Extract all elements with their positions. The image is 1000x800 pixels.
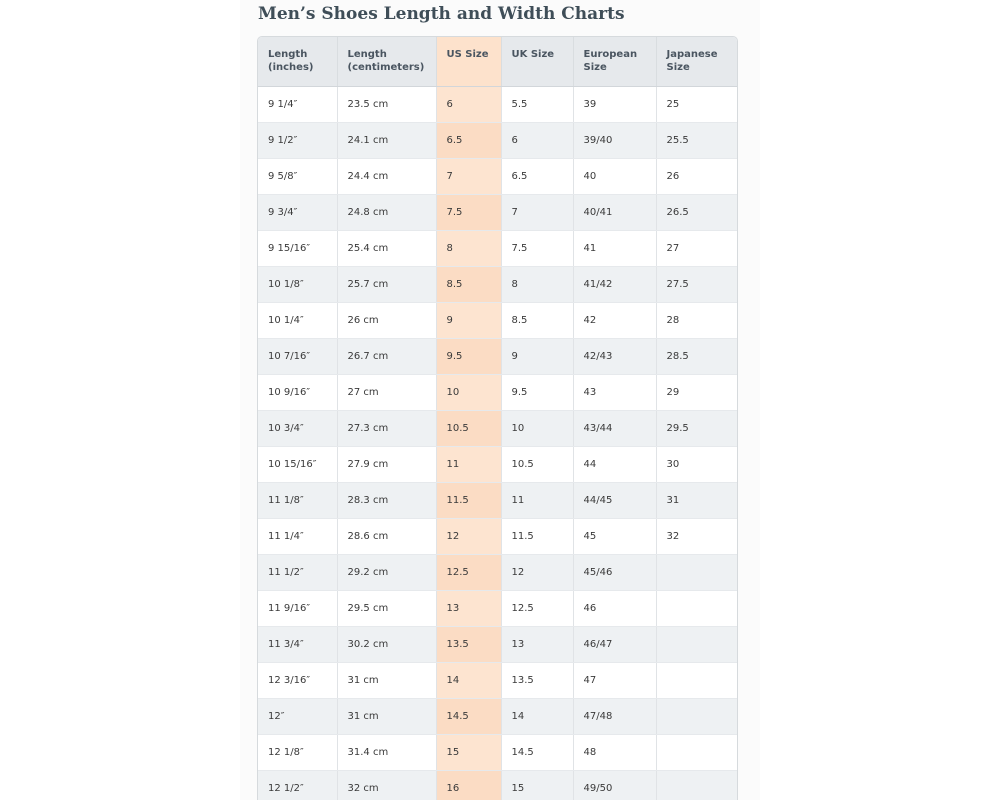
cell-european-size: 48 bbox=[573, 734, 656, 770]
table-row bbox=[258, 230, 737, 266]
cell-length-cm: 24.1 cm bbox=[337, 122, 436, 158]
cell-uk-size: 8 bbox=[501, 266, 573, 302]
cell-uk-size: 10 bbox=[501, 410, 573, 446]
column-header-length-cm: Length (centimeters) bbox=[337, 37, 436, 86]
size-chart-table-container bbox=[257, 36, 738, 800]
table-row bbox=[258, 662, 737, 698]
table-row bbox=[258, 266, 737, 302]
cell-us-size: 10.5 bbox=[436, 410, 501, 446]
cell-european-size: 47 bbox=[573, 662, 656, 698]
column-header-european-size: European Size bbox=[573, 37, 656, 86]
cell-japanese-size: 30 bbox=[656, 446, 737, 482]
table-row bbox=[258, 410, 737, 446]
cell-length-cm: 28.3 cm bbox=[337, 482, 436, 518]
table-row bbox=[258, 554, 737, 590]
column-header-length-inches: Length (inches) bbox=[258, 37, 337, 86]
column-header-uk-size: UK Size bbox=[501, 37, 573, 86]
cell-us-size: 16 bbox=[436, 770, 501, 800]
cell-us-size: 12.5 bbox=[436, 554, 501, 590]
cell-us-size: 11.5 bbox=[436, 482, 501, 518]
cell-us-size: 7.5 bbox=[436, 194, 501, 230]
table-row bbox=[258, 338, 737, 374]
cell-european-size: 49/50 bbox=[573, 770, 656, 800]
cell-us-size: 9 bbox=[436, 302, 501, 338]
cell-japanese-size: 26.5 bbox=[656, 194, 737, 230]
cell-european-size: 45/46 bbox=[573, 554, 656, 590]
cell-length-inches: 9 15/16″ bbox=[258, 230, 337, 266]
cell-us-size: 8 bbox=[436, 230, 501, 266]
cell-length-inches: 11 1/8″ bbox=[258, 482, 337, 518]
cell-length-cm: 28.6 cm bbox=[337, 518, 436, 554]
column-header-us-size: US Size bbox=[436, 37, 501, 86]
cell-japanese-size: 27.5 bbox=[656, 266, 737, 302]
table-row bbox=[258, 482, 737, 518]
table-row bbox=[258, 122, 737, 158]
cell-length-cm: 29.5 cm bbox=[337, 590, 436, 626]
cell-uk-size: 7 bbox=[501, 194, 573, 230]
cell-us-size: 12 bbox=[436, 518, 501, 554]
table-row bbox=[258, 518, 737, 554]
cell-length-inches: 10 7/16″ bbox=[258, 338, 337, 374]
cell-european-size: 39 bbox=[573, 86, 656, 122]
cell-uk-size: 14 bbox=[501, 698, 573, 734]
cell-us-size: 8.5 bbox=[436, 266, 501, 302]
cell-length-inches: 9 5/8″ bbox=[258, 158, 337, 194]
table-body bbox=[258, 86, 737, 800]
cell-european-size: 46/47 bbox=[573, 626, 656, 662]
cell-length-inches: 12″ bbox=[258, 698, 337, 734]
cell-uk-size: 12 bbox=[501, 554, 573, 590]
cell-uk-size: 11 bbox=[501, 482, 573, 518]
cell-length-inches: 12 1/8″ bbox=[258, 734, 337, 770]
cell-length-cm: 26.7 cm bbox=[337, 338, 436, 374]
cell-european-size: 41 bbox=[573, 230, 656, 266]
table-row bbox=[258, 770, 737, 800]
cell-european-size: 39/40 bbox=[573, 122, 656, 158]
cell-european-size: 46 bbox=[573, 590, 656, 626]
table-row bbox=[258, 446, 737, 482]
cell-length-inches: 11 3/4″ bbox=[258, 626, 337, 662]
cell-japanese-size bbox=[656, 662, 737, 698]
table-row bbox=[258, 374, 737, 410]
cell-japanese-size bbox=[656, 770, 737, 800]
cell-uk-size: 11.5 bbox=[501, 518, 573, 554]
cell-us-size: 11 bbox=[436, 446, 501, 482]
cell-length-cm: 27 cm bbox=[337, 374, 436, 410]
cell-japanese-size bbox=[656, 698, 737, 734]
cell-uk-size: 14.5 bbox=[501, 734, 573, 770]
size-chart-table bbox=[258, 37, 737, 800]
cell-us-size: 13 bbox=[436, 590, 501, 626]
cell-length-cm: 24.4 cm bbox=[337, 158, 436, 194]
table-row bbox=[258, 626, 737, 662]
cell-length-inches: 9 1/4″ bbox=[258, 86, 337, 122]
cell-us-size: 13.5 bbox=[436, 626, 501, 662]
cell-us-size: 15 bbox=[436, 734, 501, 770]
cell-length-cm: 27.3 cm bbox=[337, 410, 436, 446]
cell-length-cm: 25.4 cm bbox=[337, 230, 436, 266]
cell-european-size: 40/41 bbox=[573, 194, 656, 230]
table-row bbox=[258, 590, 737, 626]
table-row bbox=[258, 86, 737, 122]
cell-european-size: 43/44 bbox=[573, 410, 656, 446]
cell-us-size: 6 bbox=[436, 86, 501, 122]
cell-length-inches: 10 3/4″ bbox=[258, 410, 337, 446]
cell-length-cm: 32 cm bbox=[337, 770, 436, 800]
cell-length-cm: 25.7 cm bbox=[337, 266, 436, 302]
cell-uk-size: 13 bbox=[501, 626, 573, 662]
cell-length-cm: 31.4 cm bbox=[337, 734, 436, 770]
cell-length-inches: 10 9/16″ bbox=[258, 374, 337, 410]
cell-length-inches: 11 1/4″ bbox=[258, 518, 337, 554]
cell-uk-size: 8.5 bbox=[501, 302, 573, 338]
cell-us-size: 6.5 bbox=[436, 122, 501, 158]
table-row bbox=[258, 734, 737, 770]
column-header-japanese-size: Japanese Size bbox=[656, 37, 737, 86]
cell-japanese-size: 31 bbox=[656, 482, 737, 518]
cell-japanese-size bbox=[656, 554, 737, 590]
cell-us-size: 9.5 bbox=[436, 338, 501, 374]
cell-length-inches: 12 3/16″ bbox=[258, 662, 337, 698]
table-header-row bbox=[258, 37, 737, 86]
cell-european-size: 40 bbox=[573, 158, 656, 194]
cell-uk-size: 7.5 bbox=[501, 230, 573, 266]
cell-uk-size: 10.5 bbox=[501, 446, 573, 482]
cell-us-size: 14.5 bbox=[436, 698, 501, 734]
cell-european-size: 43 bbox=[573, 374, 656, 410]
table-row bbox=[258, 158, 737, 194]
cell-length-inches: 10 1/4″ bbox=[258, 302, 337, 338]
cell-length-inches: 9 1/2″ bbox=[258, 122, 337, 158]
cell-japanese-size bbox=[656, 734, 737, 770]
cell-japanese-size: 25 bbox=[656, 86, 737, 122]
cell-length-inches: 12 1/2″ bbox=[258, 770, 337, 800]
cell-european-size: 44 bbox=[573, 446, 656, 482]
cell-length-cm: 27.9 cm bbox=[337, 446, 436, 482]
cell-uk-size: 15 bbox=[501, 770, 573, 800]
cell-length-inches: 10 15/16″ bbox=[258, 446, 337, 482]
cell-length-cm: 23.5 cm bbox=[337, 86, 436, 122]
cell-european-size: 42 bbox=[573, 302, 656, 338]
cell-european-size: 41/42 bbox=[573, 266, 656, 302]
cell-japanese-size: 29 bbox=[656, 374, 737, 410]
cell-european-size: 42/43 bbox=[573, 338, 656, 374]
cell-european-size: 45 bbox=[573, 518, 656, 554]
cell-japanese-size bbox=[656, 590, 737, 626]
cell-european-size: 44/45 bbox=[573, 482, 656, 518]
cell-length-inches: 10 1/8″ bbox=[258, 266, 337, 302]
table-row bbox=[258, 302, 737, 338]
cell-length-inches: 11 9/16″ bbox=[258, 590, 337, 626]
cell-length-cm: 31 cm bbox=[337, 662, 436, 698]
cell-uk-size: 9 bbox=[501, 338, 573, 374]
cell-japanese-size: 27 bbox=[656, 230, 737, 266]
cell-uk-size: 6 bbox=[501, 122, 573, 158]
cell-length-inches: 9 3/4″ bbox=[258, 194, 337, 230]
cell-uk-size: 9.5 bbox=[501, 374, 573, 410]
table-row bbox=[258, 698, 737, 734]
cell-japanese-size: 28.5 bbox=[656, 338, 737, 374]
cell-us-size: 10 bbox=[436, 374, 501, 410]
cell-us-size: 14 bbox=[436, 662, 501, 698]
cell-uk-size: 12.5 bbox=[501, 590, 573, 626]
cell-length-cm: 31 cm bbox=[337, 698, 436, 734]
cell-length-cm: 29.2 cm bbox=[337, 554, 436, 590]
cell-us-size: 7 bbox=[436, 158, 501, 194]
cell-japanese-size: 28 bbox=[656, 302, 737, 338]
cell-japanese-size: 32 bbox=[656, 518, 737, 554]
cell-japanese-size: 25.5 bbox=[656, 122, 737, 158]
cell-japanese-size: 29.5 bbox=[656, 410, 737, 446]
cell-uk-size: 6.5 bbox=[501, 158, 573, 194]
cell-length-cm: 26 cm bbox=[337, 302, 436, 338]
cell-length-inches: 11 1/2″ bbox=[258, 554, 337, 590]
cell-european-size: 47/48 bbox=[573, 698, 656, 734]
cell-length-cm: 24.8 cm bbox=[337, 194, 436, 230]
cell-japanese-size: 26 bbox=[656, 158, 737, 194]
cell-uk-size: 13.5 bbox=[501, 662, 573, 698]
table-row bbox=[258, 194, 737, 230]
cell-uk-size: 5.5 bbox=[501, 86, 573, 122]
chart-title: Men’s Shoes Length and Width Charts bbox=[258, 4, 625, 24]
cell-length-cm: 30.2 cm bbox=[337, 626, 436, 662]
cell-japanese-size bbox=[656, 626, 737, 662]
